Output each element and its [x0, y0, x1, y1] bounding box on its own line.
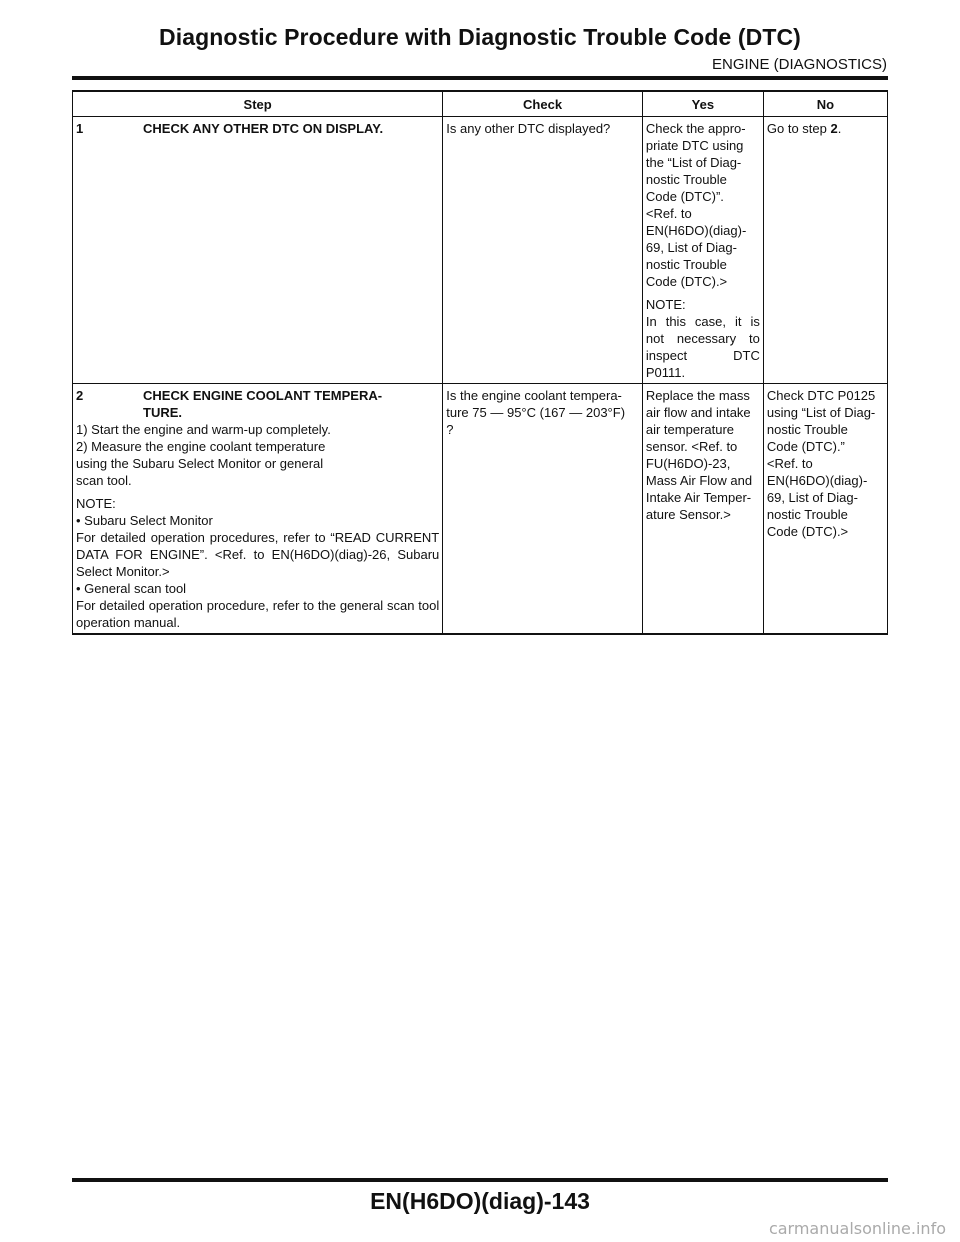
- step-cell: [73, 384, 443, 635]
- yes-cell: [642, 384, 763, 635]
- note-bullet-text: For detailed operation procedures, refer to “READ CURRENT DATA FOR ENGINE”. <Ref. to EN(H6DO)(diag)-26, Subaru Select Monitor.>: [76, 530, 440, 579]
- section-name: ENGINE (DIAGNOSTICS): [711, 56, 887, 73]
- no-suffix: .: [837, 121, 842, 136]
- instruction-1: 1) Start the engine and warm-up completely.: [76, 422, 331, 437]
- yes-line: 69, List of Diag-: [645, 240, 737, 255]
- no-line: nostic Trouble: [766, 422, 848, 437]
- yes-line: air temperature: [645, 422, 735, 437]
- yes-line: nostic Trouble: [645, 172, 727, 187]
- instruction-2-line: using the Subaru Select Monitor or general: [76, 456, 324, 471]
- table-header-row: [73, 91, 888, 117]
- step-cell: [73, 117, 443, 384]
- table-row: [73, 117, 888, 384]
- watermark: carmanualsonline.info: [768, 1219, 946, 1238]
- no-cell: [763, 117, 887, 384]
- step-title-line: CHECK ENGINE COOLANT TEMPERA-: [143, 388, 383, 403]
- no-line: 69, List of Diag-: [766, 490, 858, 505]
- check-cell: [443, 117, 643, 384]
- step-title-line: TURE.: [143, 405, 182, 420]
- no-action: [767, 120, 884, 137]
- page-id: EN(H6DO)(diag)-143: [370, 1188, 590, 1214]
- no-prefix: Go to step: [766, 121, 831, 136]
- no-line: EN(H6DO)(diag)-: [766, 473, 868, 488]
- column-header-step: Step: [73, 91, 443, 117]
- no-line: Code (DTC).>: [766, 524, 849, 539]
- instruction-2-line: 2) Measure the engine coolant temperature: [76, 439, 326, 454]
- diagnostic-table: [72, 90, 888, 635]
- no-line: Check DTC P0125: [766, 388, 876, 403]
- note-bullet: • General scan tool: [76, 581, 187, 596]
- no-line: Code (DTC).”: [766, 439, 845, 454]
- step-number: 2: [76, 388, 84, 403]
- yes-line: priate DTC using: [645, 138, 744, 153]
- check-cell: [443, 384, 643, 635]
- yes-line: Check the appro-: [645, 121, 746, 136]
- column-header-yes: Yes: [642, 91, 763, 117]
- note-bullet-text: For detailed operation procedure, refer to the general scan tool operation manual.: [76, 598, 440, 630]
- no-line: using “List of Diag-: [766, 405, 876, 420]
- page-title: Diagnostic Procedure with Diagnostic Trouble Code (DTC): [159, 24, 801, 50]
- yes-line: Intake Air Temper-: [645, 490, 752, 505]
- step-number: 1: [76, 121, 84, 136]
- yes-line: the “List of Diag-: [645, 155, 742, 170]
- step-title: CHECK ANY OTHER DTC ON DISPLAY.: [143, 121, 384, 136]
- no-cell: [763, 384, 887, 635]
- step-link: 2: [830, 121, 838, 136]
- note-label: NOTE:: [76, 496, 116, 511]
- column-header-check: Check: [443, 91, 643, 117]
- yes-line: air flow and intake: [645, 405, 751, 420]
- no-line: nostic Trouble: [766, 507, 848, 522]
- note-bullet: • Subaru Select Monitor: [76, 513, 213, 528]
- no-line: <Ref. to: [766, 456, 813, 471]
- yes-line: sensor. <Ref. to: [645, 439, 738, 454]
- yes-line: ature Sensor.>: [645, 507, 731, 522]
- check-question: Is any other DTC displayed?: [446, 121, 611, 136]
- yes-cell: [642, 117, 763, 384]
- yes-line: Replace the mass: [645, 388, 750, 403]
- yes-line: Code (DTC).>: [645, 274, 728, 289]
- yes-line: FU(H6DO)-23,: [645, 456, 731, 471]
- instruction-2-line: scan tool.: [76, 473, 132, 488]
- header-rule: [72, 76, 888, 80]
- check-line: ture 75 — 95°C (167 — 203°F): [446, 405, 626, 420]
- check-line: Is the engine coolant tempera-: [446, 388, 622, 403]
- yes-line: <Ref. to: [645, 206, 692, 221]
- column-header-no: No: [763, 91, 887, 117]
- yes-line: EN(H6DO)(diag)-: [645, 223, 747, 238]
- footer-rule: [72, 1178, 888, 1182]
- note-text: In this case, it is not necessary to inspect DTC P0111.: [645, 314, 760, 380]
- check-line: ?: [446, 422, 454, 437]
- yes-line: Code (DTC)”.: [645, 189, 724, 204]
- yes-line: nostic Trouble: [645, 257, 727, 272]
- yes-line: Mass Air Flow and: [645, 473, 753, 488]
- table-row: [73, 384, 888, 635]
- note-label: NOTE:: [645, 297, 686, 312]
